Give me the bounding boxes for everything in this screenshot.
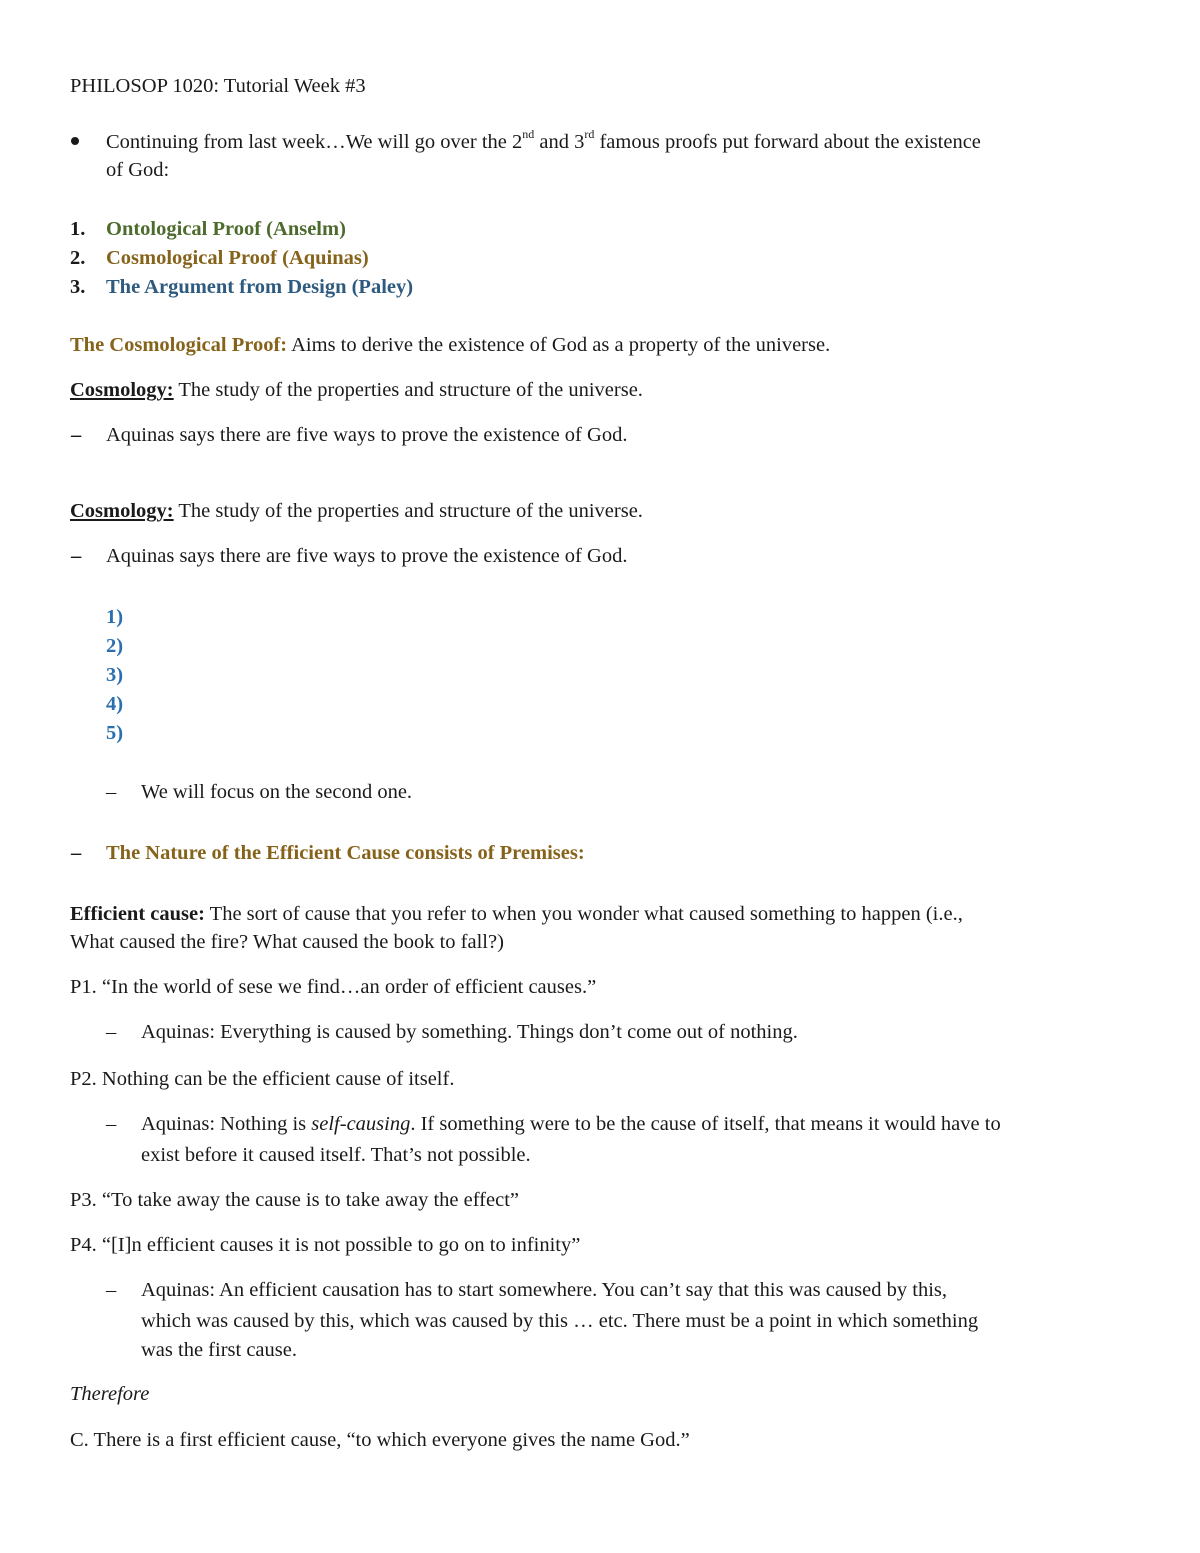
dash-icon: – [106, 1113, 117, 1135]
premise-4-note: Aquinas: An efficient causation has to start somewhere. You can’t say that this was caused by this, [141, 1279, 947, 1301]
efficient-cause-definition-cont: What caused the fire? What caused the book to fall?) [70, 931, 504, 953]
dash-icon: – [106, 781, 117, 803]
conclusion: C. There is a first efficient cause, “to which everyone gives the name God.” [70, 1429, 690, 1451]
premise-2-note-cont: exist before it caused itself. That’s not possible. [141, 1144, 531, 1166]
way-number: 4) [106, 693, 124, 715]
way-number: 2) [106, 635, 124, 657]
premise-4-note-cont: was the first cause. [141, 1339, 297, 1361]
five-ways-statement: Aquinas says there are five ways to prove the existence of God. [106, 545, 628, 567]
efficient-cause-definition: Efficient cause: The sort of cause that you refer to when you wonder what caused something to happen (i.e., [70, 903, 963, 925]
proof-number: 2. [70, 247, 86, 269]
premise-2: P2. Nothing can be the efficient cause of itself. [70, 1068, 455, 1090]
dash-icon: – [106, 1021, 117, 1043]
five-ways-statement: Aquinas says there are five ways to prove the existence of God. [106, 424, 628, 446]
premise-4: P4. “[I]n efficient causes it is not possible to go on to infinity” [70, 1234, 581, 1256]
proof-cosmological: Cosmological Proof (Aquinas) [106, 247, 369, 269]
dash-icon: – [106, 1279, 117, 1301]
proof-ontological: Ontological Proof (Anselm) [106, 218, 346, 240]
proof-number: 1. [70, 218, 86, 240]
therefore-label: Therefore [70, 1383, 150, 1405]
premise-1: P1. “In the world of sese we find…an order of efficient causes.” [70, 976, 597, 998]
cosmology-definition: Cosmology: The study of the properties and structure of the universe. [70, 379, 643, 401]
cosmology-definition: Cosmology: The study of the properties and structure of the universe. [70, 500, 643, 522]
dash-icon: – [71, 842, 82, 864]
page-title: PHILOSOP 1020: Tutorial Week #3 [70, 75, 366, 97]
proof-number: 3. [70, 276, 86, 298]
premise-2-note: Aquinas: Nothing is self-causing. If something were to be the cause of itself, that means it would have to [141, 1113, 1001, 1135]
intro-line-2: of God: [106, 159, 170, 181]
cosmological-definition: The Cosmological Proof: Aims to derive the existence of God as a property of the universe. [70, 334, 831, 356]
premise-1-note: Aquinas: Everything is caused by something. Things don’t come out of nothing. [141, 1021, 798, 1043]
way-number: 1) [106, 606, 124, 628]
proof-design: The Argument from Design (Paley) [106, 276, 414, 298]
way-number: 5) [106, 722, 124, 744]
way-number: 3) [106, 664, 124, 686]
bullet-icon [71, 137, 79, 145]
dash-icon: – [71, 424, 82, 446]
efficient-cause-heading: The Nature of the Efficient Cause consists of Premises: [106, 842, 585, 864]
dash-icon: – [71, 545, 82, 567]
premise-4-note-cont: which was caused by this, which was caused by this … etc. There must be a point in which something [141, 1310, 979, 1332]
intro-line-1: Continuing from last week…We will go over the 2nd and 3rd famous proofs put forward about the existence [106, 127, 981, 153]
focus-note: We will focus on the second one. [141, 781, 413, 803]
premise-3: P3. “To take away the cause is to take away the effect” [70, 1189, 519, 1211]
